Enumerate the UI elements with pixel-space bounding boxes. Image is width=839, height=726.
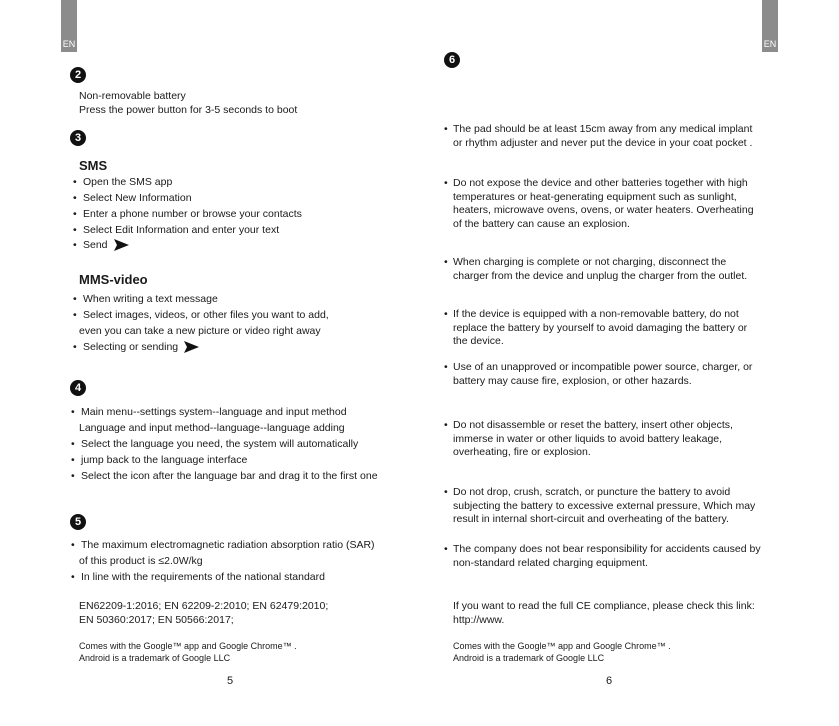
- standards-line: EN 50360:2017; EN 50566:2017;: [79, 614, 234, 626]
- page-number: 6: [606, 675, 613, 687]
- text-line: • Select the icon after the language bar and drag it to the first one: [71, 470, 378, 482]
- text-line: Press the power button for 3-5 seconds to boot: [79, 104, 298, 116]
- safety-item: • Do not expose the device and other batteries together with high temperatures or heat-generating equipment such as sunlight, heaters, microwave ovens, ovens, or water heaters. Overheating of the battery can cause an explosion.: [444, 177, 754, 230]
- text-line: • Main menu--settings system--language and input method: [71, 406, 347, 418]
- section-badge-5: 5: [70, 514, 86, 530]
- safety-item: • When charging is complete or not charging, disconnect the charger from the device and unplug the charger from the outlet.: [444, 256, 748, 282]
- safety-item: • The company does not bear responsibility for accidents caused by non-standard related charging equipment.: [444, 543, 761, 569]
- section-badge-3: 3: [70, 130, 86, 146]
- text-line: • The maximum electromagnetic radiation absorption ratio (SAR): [71, 539, 375, 551]
- section-badge-4: 4: [70, 380, 86, 396]
- safety-item: • If the device is equipped with a non-removable battery, do not replace the battery by yourself to avoid damaging the battery or the device.: [444, 308, 748, 347]
- mms-step: • Select images, videos, or other files you want to add,: [73, 309, 329, 321]
- safety-item: • Do not disassemble or reset the battery, insert other objects, immerse in water or other liquids to avoid battery leakage, overheating, fire or explosion.: [444, 419, 733, 458]
- safety-item: • Use of an unapproved or incompatible power source, charger, or battery may cause fire, explosion, or other hazards.: [444, 361, 753, 387]
- safety-item: • The pad should be at least 15cm away from any medical implant or rhythm adjuster and never put the device in your coat pocket .: [444, 123, 753, 149]
- sms-step: • Select Edit Information and enter your text: [73, 224, 280, 236]
- footer-trademark: Android is a trademark of Google LLC: [79, 653, 231, 663]
- sms-step: • Send: [73, 239, 129, 253]
- send-arrow-icon: [184, 341, 199, 353]
- text-line: Language and input method--language--language adding: [79, 422, 345, 434]
- footer-trademark: Comes with the Google™ app and Google Chrome™ .: [79, 641, 297, 651]
- page-number: 5: [227, 675, 234, 687]
- section-badge-6: 6: [444, 52, 460, 68]
- send-arrow-icon: [114, 239, 129, 251]
- ce-compliance-text: If you want to read the full CE compliance, please check this link: http://www.: [453, 600, 755, 626]
- language-tag-left: EN: [62, 39, 76, 49]
- language-tag-right: EN: [763, 39, 777, 49]
- sms-heading: SMS: [79, 158, 108, 173]
- mms-step: • When writing a text message: [73, 293, 218, 305]
- sms-step: • Enter a phone number or browse your contacts: [73, 208, 302, 220]
- sms-step: • Open the SMS app: [73, 176, 173, 188]
- safety-item: • Do not drop, crush, scratch, or puncture the battery to avoid subjecting the battery to excessive external pressure, Which may result in internal short-circuit and overheating of the battery.: [444, 486, 756, 525]
- text-line: Non-removable battery: [79, 90, 186, 102]
- section-badge-2: 2: [70, 67, 86, 83]
- text-line: • Select the language you need, the system will automatically: [71, 438, 359, 450]
- mms-step-continued: even you can take a new picture or video right away: [79, 325, 321, 337]
- footer-trademark: Comes with the Google™ app and Google Chrome™ .: [453, 641, 671, 651]
- mms-step: • Selecting or sending: [73, 341, 199, 355]
- text-line: • In line with the requirements of the national standard: [71, 571, 325, 583]
- footer-trademark: Android is a trademark of Google LLC: [453, 653, 605, 663]
- text-line: • jump back to the language interface: [71, 454, 248, 466]
- standards-line: EN62209-1:2016; EN 62209-2:2010; EN 62479:2010;: [79, 600, 329, 612]
- sms-step: • Select New Information: [73, 192, 192, 204]
- mms-heading: MMS-video: [79, 272, 148, 287]
- text-line: of this product is ≤2.0W/kg: [79, 555, 203, 567]
